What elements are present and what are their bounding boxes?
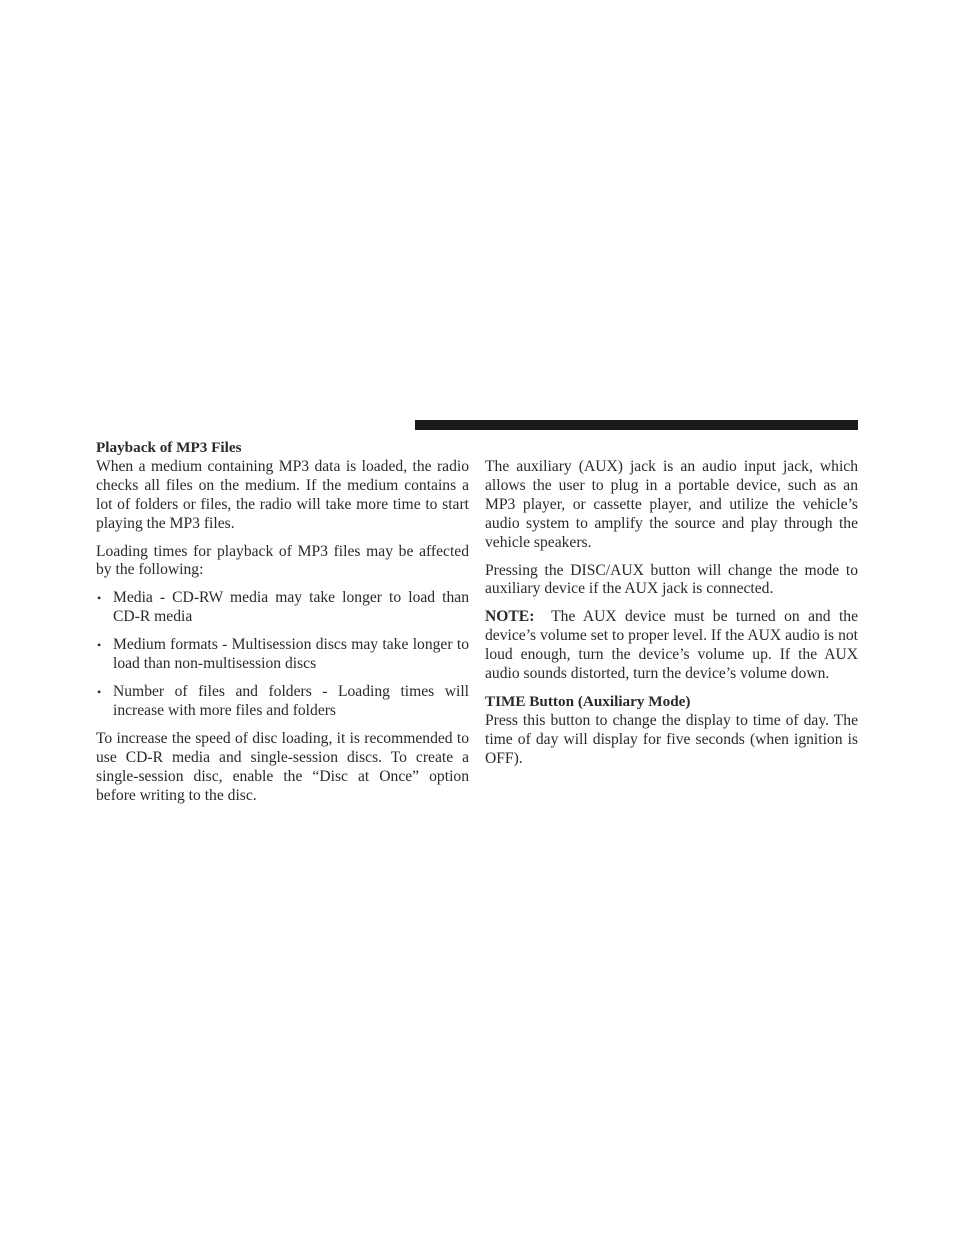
section-heading-mp3-playback: Playback of MP3 Files — [96, 439, 242, 456]
paragraph: Pressing the DISC/AUX button will change the mode to auxiliary device if the AUX jack is connected. — [485, 561, 858, 598]
right-column — [485, 458, 858, 778]
section-heading-time-button: TIME Button (Auxiliary Mode) — [485, 692, 691, 710]
note-text: The AUX device must be turned on and the device’s volume set to proper level. If the AUX audio is not loud enough, turn the device’s volume up. If the AUX audio sounds distorted, turn the device’s volume down. — [485, 608, 859, 683]
bullet-icon: • — [97, 638, 102, 653]
list-item — [96, 683, 469, 721]
left-column — [96, 439, 469, 814]
list-item-text: Number of files and folders - Loading times will increase with more files and folders — [113, 682, 469, 719]
paragraph: When a medium containing MP3 data is loaded, the radio checks all files on the medium. If the medium contains a lot of folders or files, the radio will take more time to start playing the MP3 files. — [96, 457, 469, 532]
paragraph: To increase the speed of disc loading, it is recommended to use CD-R media and single-session discs. To create a single-session disc, enable the “Disc at Once” option before writing to the disc. — [96, 729, 469, 804]
paragraph: The auxiliary (AUX) jack is an audio input jack, which allows the user to plug in a portable device, such as an MP3 player, or cassette player, and utilize the vehicle’s audio system to amplify the source and play through the vehicle speakers. — [485, 458, 858, 551]
list-item-text: Media - CD-RW media may take longer to load than CD-R media — [113, 589, 469, 626]
list-item — [96, 636, 469, 674]
bullet-icon: • — [97, 591, 102, 606]
section-rule — [415, 420, 858, 430]
note-paragraph — [485, 608, 858, 684]
note-label: NOTE: — [485, 608, 535, 626]
list-item — [96, 589, 469, 627]
loading-factors-list — [96, 589, 469, 720]
paragraph: Loading times for playback of MP3 files may be affected by the following: — [96, 542, 469, 579]
list-item-text: Medium formats - Multisession discs may take longer to load than non-multisession discs — [113, 636, 469, 673]
paragraph: Press this button to change the display to time of day. The time of day will display for five seconds (when ignition is OFF). — [485, 711, 858, 767]
bullet-icon: • — [97, 684, 102, 699]
